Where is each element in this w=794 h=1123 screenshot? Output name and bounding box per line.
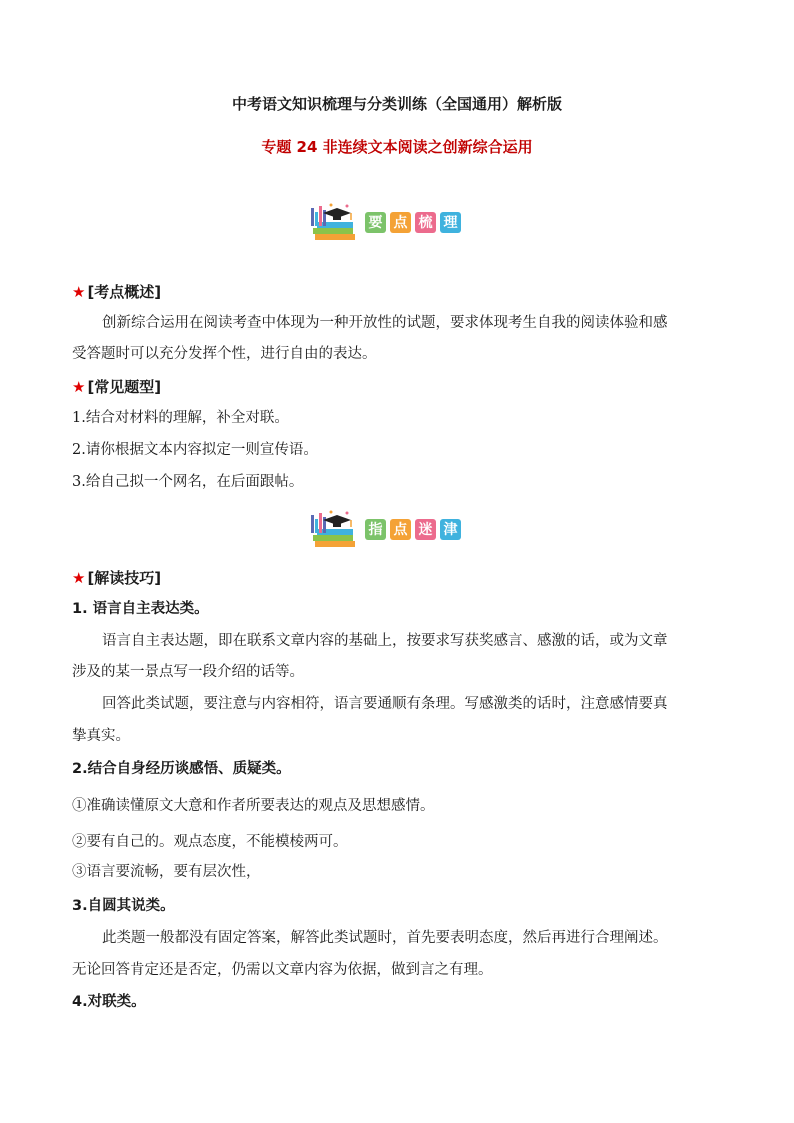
heading-text: [解读技巧] (87, 569, 162, 587)
banner-char: 津 (440, 519, 461, 540)
paragraph-line: 涉及的某一景点写一段介绍的话等。 (72, 664, 304, 680)
section-heading-overview (72, 281, 161, 302)
paragraph-line: 此类题一般都没有固定答案，解答此类试题时，首先要表明态度，然后再进行合理阐述。 (102, 930, 668, 946)
subsection-title: 3.自圆其说类。 (72, 898, 175, 914)
banner-char: 点 (390, 519, 411, 540)
banner-guidance (307, 507, 487, 551)
paragraph-line: 挚真实。 (72, 728, 130, 744)
document-title: 中考语文知识梳理与分类训练（全国通用）解析版 (231, 95, 562, 113)
subsection-title: 4.对联类。 (72, 994, 146, 1010)
banner-key-points (307, 200, 487, 244)
section-heading-techniques (72, 567, 161, 588)
paragraph-line: 回答此类试题，要注意与内容相符，语言要通顺有条理。写感激类的话时，注意感情要真 (102, 696, 668, 712)
banner-char: 指 (365, 519, 386, 540)
list-item: 2.请你根据文本内容拟定一则宣传语。 (72, 442, 318, 458)
paragraph-line: 创新综合运用在阅读考查中体现为一种开放性的试题，要求体现考生自我的阅读体验和感 (102, 315, 668, 331)
books-graduation-icon (307, 509, 361, 549)
banner-char: 点 (390, 212, 411, 233)
banner-char: 理 (440, 212, 461, 233)
list-item: ②要有自己的。观点态度，不能模棱两可。 (72, 834, 348, 850)
banner-char: 梳 (415, 212, 436, 233)
paragraph-line: 语言自主表达题，即在联系文章内容的基础上，按要求写获奖感言、感激的话，或为文章 (102, 633, 668, 649)
document-subtitle: 专题 24 非连续文本阅读之创新综合运用 (261, 138, 533, 156)
paragraph-line: 无论回答肯定还是否定，仍需以文章内容为依据，做到言之有理。 (72, 962, 493, 978)
list-item: 1.结合对材料的理解，补全对联。 (72, 410, 289, 426)
section-heading-question-types (72, 376, 161, 397)
subsection-title: 1. 语言自主表达类。 (72, 601, 209, 617)
list-item: ①准确读懂原文大意和作者所要表达的观点及思想感情。 (72, 798, 435, 814)
banner-char: 要 (365, 212, 386, 233)
banner-char: 迷 (415, 519, 436, 540)
star-icon: ★ (72, 283, 86, 301)
star-icon: ★ (72, 569, 86, 587)
subsection-title: 2.结合自身经历谈感悟、质疑类。 (72, 761, 291, 777)
list-item: ③语言要流畅，要有层次性， (72, 864, 261, 880)
heading-text: [常见题型] (87, 378, 162, 396)
star-icon: ★ (72, 378, 86, 396)
paragraph-line: 受答题时可以充分发挥个性，进行自由的表达。 (72, 346, 377, 362)
list-item: 3.给自己拟一个网名，在后面跟帖。 (72, 474, 304, 490)
heading-text: [考点概述] (87, 283, 162, 301)
books-graduation-icon (307, 202, 361, 242)
